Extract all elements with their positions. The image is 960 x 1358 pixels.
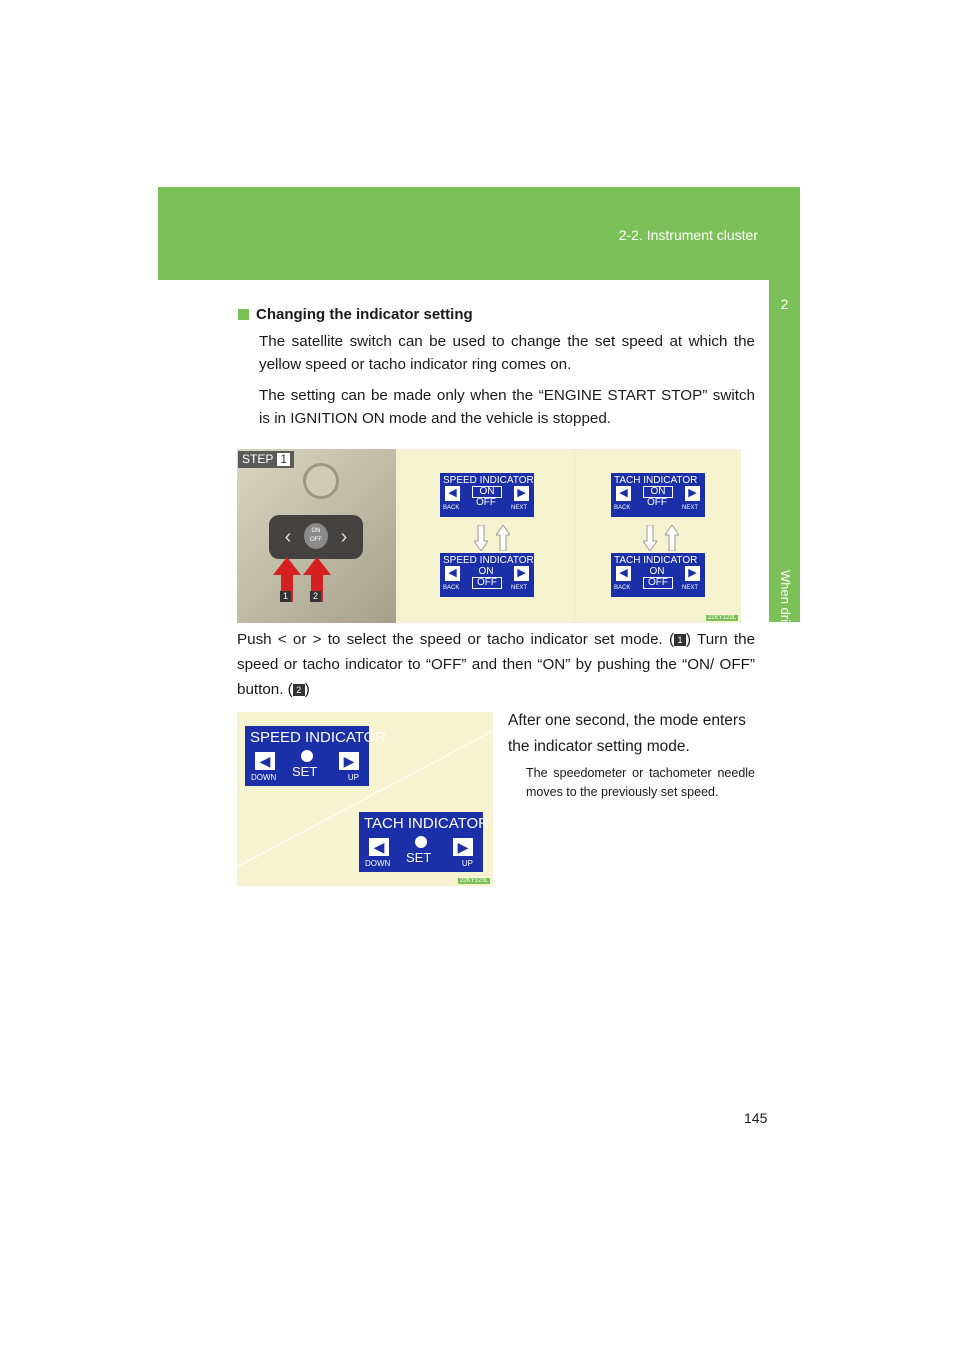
lcd-next: NEXT	[682, 585, 699, 591]
lcd-set: SET	[292, 764, 318, 779]
back-arrow-icon: ◀	[616, 486, 631, 501]
lcd-on: ON	[478, 566, 494, 577]
up-arrow-icon	[496, 525, 510, 551]
callout-badge: 1	[280, 591, 291, 602]
lcd-next: NEXT	[511, 585, 528, 591]
square-bullet-icon	[238, 309, 249, 320]
paragraph: The setting can be made only when the “ENGINE START STOP” switch is in IGNITION ON mode and the vehicle is stopped.	[259, 387, 755, 427]
callout-badge: 1	[674, 634, 686, 646]
lcd-next: NEXT	[682, 505, 699, 511]
down-arrow-icon: ◀	[369, 838, 389, 856]
push-instructions	[237, 627, 755, 702]
step-label: STEP	[242, 452, 274, 466]
lcd-title: SPEED INDICATOR	[443, 475, 534, 486]
lcd-up: UP	[461, 859, 473, 868]
lcd-back: BACK	[443, 505, 460, 511]
chapter-number: 2	[780, 296, 789, 312]
up-arrow-icon	[665, 525, 679, 551]
lcd-off: OFF	[647, 497, 667, 508]
heading-text: Changing the indicator setting	[256, 306, 473, 323]
lcd-back: BACK	[614, 585, 631, 591]
callout-badge: 2	[293, 684, 305, 696]
lcd-set: SET	[406, 850, 432, 865]
dial-icon	[303, 463, 339, 499]
chapter-label: When driving	[778, 570, 793, 646]
lcd-up: UP	[347, 773, 359, 782]
lcd-on: ON	[643, 486, 673, 498]
lcd-off: OFF	[476, 497, 496, 508]
lcd-title: TACH INDICATOR	[614, 555, 698, 566]
speed-indicator-lcd-on	[440, 473, 534, 517]
down-arrow-icon	[643, 525, 657, 551]
tach-panel-area	[577, 449, 741, 623]
lcd-down: DOWN	[365, 859, 391, 868]
up-arrow-icon: ▶	[339, 752, 359, 770]
step-number: 1	[277, 453, 290, 466]
lcd-back: BACK	[614, 505, 631, 511]
next-arrow-icon: ▶	[685, 486, 700, 501]
lcd-next: NEXT	[511, 505, 528, 511]
switch-off-label: OFF	[310, 537, 322, 543]
tach-indicator-lcd-off	[611, 553, 705, 597]
on-off-button	[304, 523, 328, 549]
speed-panel-area	[400, 449, 573, 623]
speed-indicator-lcd-off	[440, 553, 534, 597]
push-text-1: Push < or > to select the speed or tacho indicator set mode. (	[237, 631, 675, 648]
red-arrow-icon	[273, 557, 301, 575]
page-header	[158, 187, 800, 280]
switch-on-label: ON	[311, 528, 321, 534]
callout-badge: 2	[310, 591, 321, 602]
down-arrow-icon: ◀	[255, 752, 275, 770]
next-arrow-icon: ▶	[514, 486, 529, 501]
red-arrow-icon	[303, 557, 331, 575]
tach-indicator-lcd-on	[611, 473, 705, 517]
set-dot-icon	[415, 836, 427, 848]
push-text-3: )	[304, 681, 310, 698]
page-number: 145	[744, 1110, 768, 1126]
back-arrow-icon: ◀	[616, 566, 631, 581]
figure-code: 22KY122L	[707, 615, 736, 621]
lcd-title: SPEED INDICATOR	[443, 555, 534, 566]
lcd-off: OFF	[643, 577, 673, 589]
up-arrow-icon: ▶	[453, 838, 473, 856]
after-text: After one second, the mode enters the indicator setting mode.	[508, 712, 746, 755]
push-text-2: ) Turn the speed or tacho indicator to “OFF” and then “ON” by pushing the “ON/ OFF” button. (	[237, 631, 756, 698]
set-dot-icon	[301, 750, 313, 762]
down-arrow-icon	[474, 525, 488, 551]
next-arrow-icon: ▶	[685, 566, 700, 581]
satellite-switch-photo	[237, 449, 396, 623]
paragraph: The satellite switch can be used to change the set speed at which the yellow speed or tacho indicator ring comes on.	[259, 333, 755, 373]
lcd-title: TACH INDICATOR	[364, 815, 490, 832]
chapter-tab	[769, 280, 800, 646]
back-arrow-icon: ◀	[445, 566, 460, 581]
lcd-on: ON	[649, 566, 665, 577]
lcd-off: OFF	[472, 577, 502, 589]
back-arrow-icon: ◀	[445, 486, 460, 501]
lcd-down: DOWN	[251, 773, 277, 782]
speed-indicator-setting-lcd	[245, 726, 387, 786]
step-badge	[238, 451, 294, 468]
right-arrow-icon: ›	[340, 526, 348, 548]
tach-indicator-setting-lcd	[359, 812, 490, 872]
lcd-title: TACH INDICATOR	[614, 475, 698, 486]
lcd-title: SPEED INDICATOR	[250, 729, 387, 746]
next-arrow-icon: ▶	[514, 566, 529, 581]
note-text: The speedometer or tachometer needle moves to the previously set speed.	[526, 766, 755, 799]
section-heading	[238, 306, 473, 323]
figure-setting-mode	[237, 712, 493, 886]
section-title: 2-2. Instrument cluster	[618, 227, 758, 243]
left-arrow-icon: ‹	[284, 526, 292, 548]
lcd-back: BACK	[443, 585, 460, 591]
figure-step1	[237, 449, 741, 623]
satellite-switch	[269, 515, 363, 559]
figure-code: 22KY123L	[459, 878, 488, 884]
lcd-on: ON	[472, 486, 502, 498]
